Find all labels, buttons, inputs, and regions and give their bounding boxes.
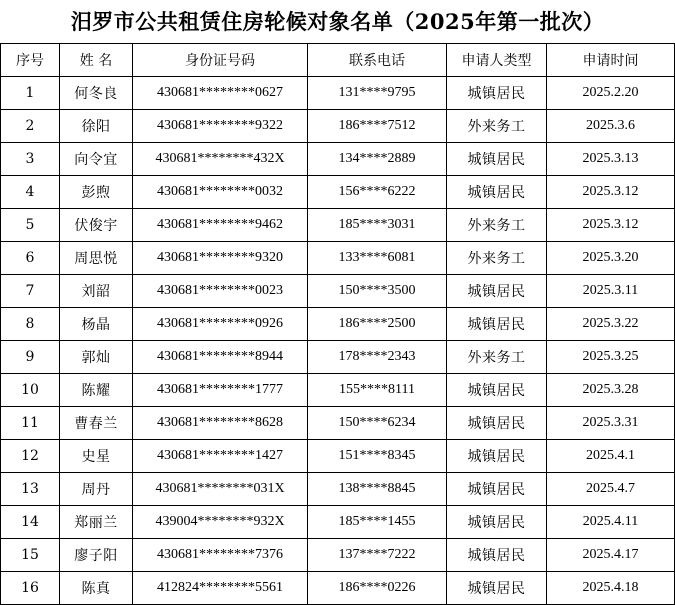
- cell-name: 何冬良: [60, 77, 133, 110]
- table-row: [1, 77, 675, 110]
- cell-no: 11: [1, 407, 60, 440]
- cell-applicant-type: 城镇居民: [447, 143, 547, 176]
- cell-phone: 178****2343: [308, 341, 447, 374]
- cell-id-number: 430681********9322: [133, 110, 308, 143]
- cell-applicant-type: 城镇居民: [447, 275, 547, 308]
- table-header-row: [1, 44, 675, 77]
- cell-no: 9: [1, 341, 60, 374]
- cell-id-number: 430681********0627: [133, 77, 308, 110]
- cell-application-date: 2025.3.13: [547, 143, 675, 176]
- cell-applicant-type: 城镇居民: [447, 473, 547, 506]
- cell-applicant-type: 外来务工: [447, 209, 547, 242]
- table-row: [1, 110, 675, 143]
- cell-phone: 150****6234: [308, 407, 447, 440]
- cell-phone: 133****6081: [308, 242, 447, 275]
- table-row: [1, 506, 675, 539]
- cell-phone: 156****6222: [308, 176, 447, 209]
- cell-application-date: 2025.3.31: [547, 407, 675, 440]
- cell-id-number: 439004********932X: [133, 506, 308, 539]
- table-row: [1, 242, 675, 275]
- cell-applicant-type: 城镇居民: [447, 440, 547, 473]
- cell-application-date: 2025.4.18: [547, 572, 675, 605]
- cell-id-number: 430681********031X: [133, 473, 308, 506]
- applicant-table: [0, 43, 675, 605]
- cell-phone: 185****3031: [308, 209, 447, 242]
- cell-no: 4: [1, 176, 60, 209]
- cell-id-number: 430681********0926: [133, 308, 308, 341]
- cell-name: 陈真: [60, 572, 133, 605]
- cell-name: 陈耀: [60, 374, 133, 407]
- table-row: [1, 539, 675, 572]
- cell-applicant-type: 外来务工: [447, 110, 547, 143]
- cell-application-date: 2025.4.7: [547, 473, 675, 506]
- table-row: [1, 275, 675, 308]
- cell-phone: 186****0226: [308, 572, 447, 605]
- column-header-id: 身份证号码: [133, 44, 308, 77]
- cell-id-number: 430681********0023: [133, 275, 308, 308]
- cell-name: 周思悦: [60, 242, 133, 275]
- cell-phone: 138****8845: [308, 473, 447, 506]
- cell-no: 13: [1, 473, 60, 506]
- cell-no: 7: [1, 275, 60, 308]
- cell-name: 郑丽兰: [60, 506, 133, 539]
- cell-id-number: 430681********8628: [133, 407, 308, 440]
- cell-application-date: 2025.3.22: [547, 308, 675, 341]
- cell-application-date: 2025.4.11: [547, 506, 675, 539]
- cell-no: 3: [1, 143, 60, 176]
- table-row: [1, 341, 675, 374]
- cell-applicant-type: 城镇居民: [447, 407, 547, 440]
- cell-application-date: 2025.3.6: [547, 110, 675, 143]
- cell-phone: 131****9795: [308, 77, 447, 110]
- cell-no: 6: [1, 242, 60, 275]
- cell-phone: 186****7512: [308, 110, 447, 143]
- cell-no: 2: [1, 110, 60, 143]
- cell-application-date: 2025.4.1: [547, 440, 675, 473]
- cell-applicant-type: 外来务工: [447, 242, 547, 275]
- cell-name: 杨晶: [60, 308, 133, 341]
- column-header-no: 序号: [1, 44, 60, 77]
- cell-phone: 137****7222: [308, 539, 447, 572]
- cell-phone: 150****3500: [308, 275, 447, 308]
- column-header-phone: 联系电话: [308, 44, 447, 77]
- cell-applicant-type: 外来务工: [447, 341, 547, 374]
- cell-id-number: 430681********9320: [133, 242, 308, 275]
- cell-id-number: 430681********9462: [133, 209, 308, 242]
- cell-id-number: 430681********1777: [133, 374, 308, 407]
- cell-no: 16: [1, 572, 60, 605]
- cell-no: 10: [1, 374, 60, 407]
- table-row: [1, 209, 675, 242]
- cell-application-date: 2025.3.11: [547, 275, 675, 308]
- cell-applicant-type: 城镇居民: [447, 572, 547, 605]
- table-row: [1, 308, 675, 341]
- cell-name: 刘韶: [60, 275, 133, 308]
- cell-phone: 155****8111: [308, 374, 447, 407]
- cell-applicant-type: 城镇居民: [447, 506, 547, 539]
- cell-id-number: 430681********432X: [133, 143, 308, 176]
- cell-name: 周丹: [60, 473, 133, 506]
- cell-id-number: 430681********0032: [133, 176, 308, 209]
- cell-id-number: 430681********7376: [133, 539, 308, 572]
- cell-application-date: 2025.3.25: [547, 341, 675, 374]
- cell-application-date: 2025.3.12: [547, 209, 675, 242]
- cell-phone: 151****8345: [308, 440, 447, 473]
- cell-name: 史星: [60, 440, 133, 473]
- column-header-name: 姓 名: [60, 44, 133, 77]
- cell-name: 伏俊宇: [60, 209, 133, 242]
- column-header-type: 申请人类型: [447, 44, 547, 77]
- cell-applicant-type: 城镇居民: [447, 176, 547, 209]
- cell-no: 12: [1, 440, 60, 473]
- table-row: [1, 407, 675, 440]
- cell-phone: 185****1455: [308, 506, 447, 539]
- cell-name: 廖子阳: [60, 539, 133, 572]
- cell-name: 郭灿: [60, 341, 133, 374]
- cell-phone: 134****2889: [308, 143, 447, 176]
- cell-applicant-type: 城镇居民: [447, 539, 547, 572]
- cell-name: 向令宜: [60, 143, 133, 176]
- cell-id-number: 412824********5561: [133, 572, 308, 605]
- cell-no: 14: [1, 506, 60, 539]
- table-row: [1, 176, 675, 209]
- table-row: [1, 440, 675, 473]
- cell-applicant-type: 城镇居民: [447, 77, 547, 110]
- cell-name: 徐阳: [60, 110, 133, 143]
- cell-application-date: 2025.2.20: [547, 77, 675, 110]
- table-row: [1, 473, 675, 506]
- cell-phone: 186****2500: [308, 308, 447, 341]
- cell-name: 彭煦: [60, 176, 133, 209]
- cell-applicant-type: 城镇居民: [447, 374, 547, 407]
- cell-no: 1: [1, 77, 60, 110]
- cell-id-number: 430681********8944: [133, 341, 308, 374]
- cell-application-date: 2025.4.17: [547, 539, 675, 572]
- table-body: [1, 77, 675, 605]
- table-row: [1, 572, 675, 605]
- cell-no: 15: [1, 539, 60, 572]
- cell-no: 8: [1, 308, 60, 341]
- table-row: [1, 374, 675, 407]
- cell-id-number: 430681********1427: [133, 440, 308, 473]
- cell-applicant-type: 城镇居民: [447, 308, 547, 341]
- cell-no: 5: [1, 209, 60, 242]
- column-header-date: 申请时间: [547, 44, 675, 77]
- cell-application-date: 2025.3.20: [547, 242, 675, 275]
- cell-name: 曹春兰: [60, 407, 133, 440]
- table-row: [1, 143, 675, 176]
- cell-application-date: 2025.3.28: [547, 374, 675, 407]
- cell-application-date: 2025.3.12: [547, 176, 675, 209]
- document-title: 汨罗市公共租赁住房轮候对象名单（2025年第一批次）: [70, 9, 605, 34]
